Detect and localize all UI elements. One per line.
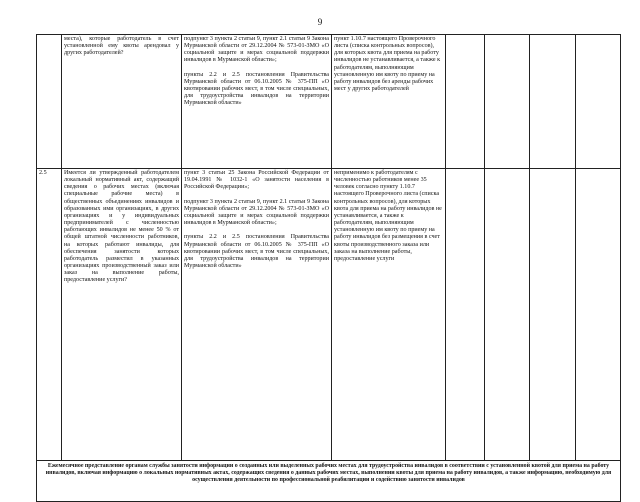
legal-basis-cell: пункт 3 статьи 25 Закона Российской Федерации от 19.04.1991 № 1032-1 «О занятости населения в Российской Федерации»; подпункт 3 пункта 2 статьи 9, пункт 2.1 статьи 9 Закона Мурманской области от 29.12.2004 № 573-01-ЗМО «О социальной защите и мерах социальной поддержки инвалидов в Мурманской области»; пункты 2.2 и 2.5 постановления Правительства Мурманской области от 06.10.2005 № 375-ПП «О квотировании рабочих мест, в том числе специальных, для трудоустройства инвалидов на территории Мурманской области»	[182, 169, 332, 461]
row-number-cell: 2.5	[37, 169, 62, 461]
answer-na-cell[interactable]	[530, 35, 576, 169]
checklist-table	[36, 34, 621, 502]
answer-no-cell[interactable]	[485, 35, 530, 169]
question-cell: места), которые работодатель в счет установленной ему квоты арендовал у других работодателей?	[62, 35, 182, 169]
row-number-cell	[37, 35, 62, 169]
answer-no-cell[interactable]	[485, 169, 530, 461]
answer-na-cell[interactable]	[530, 169, 576, 461]
answer-yes-cell[interactable]	[446, 35, 485, 169]
legal-basis-cell: подпункт 3 пункта 2 статьи 9, пункт 2.1 статьи 9 Закона Мурманской области от 29.12.2004 № 573-01-ЗМО «О социальной защите и мерах социальной поддержки инвалидов в Мурманской области»; пункты 2.2 и 2.5 постановления Правительства Мурманской области от 06.10.2005 № 375-ПП «О квотировании рабочих мест, в том числе специальных, для трудоустройства инвалидов на территории Мурманской области»	[182, 35, 332, 169]
section-heading: Ежемесячное представление органам службы занятости информации о созданных или выделенных рабочих местах для трудоустройства инвалидов в соответствии с установленной квотой для приема на работу инвалидов, включая информацию о локальных нормативных актах, содержащих сведения о данных рабочих местах, выполнении квоты для приема на работу инвалидов, а также информацию, необходимую для осуществления деятельности по профессиональной реабилитации и содействию занятости инвалидов	[37, 461, 621, 502]
table-row	[37, 461, 621, 502]
page-number: 9	[317, 17, 323, 27]
applicability-cell: пункт 1.10.7 настоящего Проверочного листа (списка контрольных вопросов), для которых квота для приема на работу инвалидов не устанавливается, а также к работодателям, выполняющим установленную им квоту по приему на работу инвалидов без аренды рабочих мест у других работодателей	[332, 35, 446, 169]
answer-yes-cell[interactable]	[446, 169, 485, 461]
notes-cell[interactable]	[576, 35, 621, 169]
question-cell: Имеется ли утвержденный работодателем локальный нормативный акт, содержащий сведения о рабочих местах (включая специальные рабочие места) в общественных объединениях инвалидов и образованных ими организациях, в других организациях и у индивидуальных предпринимателей с численностью работающих инвалидов не менее 50 % от общей штатной численности работников, на которых работают инвалиды, для обеспечения занятости которых работодатель разместил в указанных организациях производственный заказ или заказ на выполнение работы, предоставление услуги?	[62, 169, 182, 461]
table-row	[37, 35, 621, 169]
notes-cell[interactable]	[576, 169, 621, 461]
table-row	[37, 169, 621, 461]
applicability-cell: неприменимо к работодателям с численностью работников менее 35 человек согласно пункту 1.10.7 настоящего Проверочного листа (списка контрольных вопросов), для которых квота для приема на работу инвалидов не устанавливается, а также к работодателям, выполняющим установленную им квоту по приему на работу инвалидов без размещения в счет квоты производственного заказа или заказа на выполнение работы, предоставление услуги	[332, 169, 446, 461]
